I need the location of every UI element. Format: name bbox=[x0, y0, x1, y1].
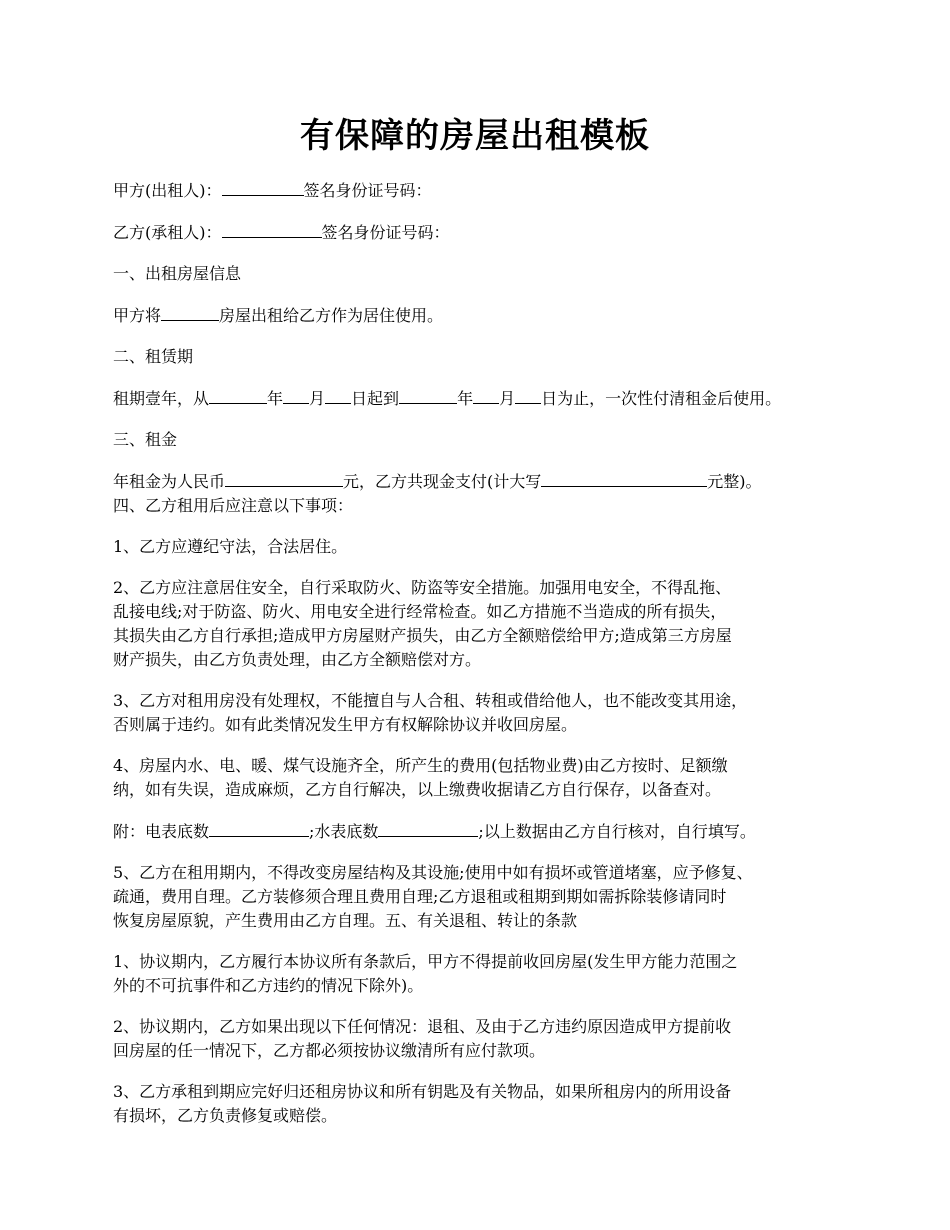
item-5 bbox=[113, 861, 853, 933]
section1-heading: 一、出租房屋信息 bbox=[113, 264, 242, 283]
item-2 bbox=[113, 576, 853, 672]
item-1: 1、乙方应遵纪守法，合法居住。 bbox=[113, 537, 348, 556]
item-5-line: 5、乙方在租用期内，不得改变房屋结构及其设施;使用中如有损坏或管道堵塞，应予修复、 bbox=[113, 863, 753, 882]
lease-part7: 日为止，一次性付清租金后使用。 bbox=[541, 389, 782, 408]
party-a-blank bbox=[222, 178, 304, 196]
end-year-blank bbox=[399, 386, 457, 404]
item-4-line: 纳，如有失误，造成麻烦，乙方自行解决，以上缴费收据请乙方自行保存，以备查对。 bbox=[113, 780, 722, 799]
party-b-suffix: 签名身份证号码： bbox=[321, 223, 450, 242]
section4-heading: 四、乙方租用后应注意以下事项： bbox=[113, 496, 354, 515]
rent-capital-blank bbox=[541, 469, 707, 487]
electricity-meter-blank bbox=[209, 819, 309, 837]
end-day-blank bbox=[515, 386, 541, 404]
water-meter-blank bbox=[378, 819, 478, 837]
appendix-part3: ;以上数据由乙方自行核对，自行填写。 bbox=[478, 822, 756, 841]
appendix-part1: 附：电表底数 bbox=[113, 822, 210, 841]
section5-item-3 bbox=[113, 1080, 853, 1128]
item-2-line: 财产损失，由乙方负责处理，由乙方全额赔偿对方。 bbox=[113, 650, 482, 669]
section2-heading: 二、租赁期 bbox=[113, 347, 194, 366]
start-month-blank bbox=[283, 386, 309, 404]
start-day-blank bbox=[325, 386, 351, 404]
rent-amount-blank bbox=[225, 469, 343, 487]
section5-item-2-line: 回房屋的任一情况下，乙方都必须按协议缴清所有应付款项。 bbox=[113, 1041, 546, 1060]
section5-item-2-line: 2、协议期内，乙方如果出现以下任何情况：退租、及由于乙方违约原因造成甲方提前收 bbox=[113, 1017, 732, 1036]
end-month-blank bbox=[473, 386, 499, 404]
section3-heading: 三、租金 bbox=[113, 430, 178, 449]
lease-part4: 日起到 bbox=[351, 389, 400, 408]
lease-part2: 年 bbox=[267, 389, 284, 408]
section1-suffix: 房屋出租给乙方作为居住使用。 bbox=[219, 306, 444, 325]
section1-text bbox=[113, 303, 853, 328]
item-2-line: 2、乙方应注意居住安全，自行采取防火、防盗等安全措施。加强用电安全，不得乱拖、 bbox=[113, 578, 732, 597]
item-3-line: 否则属于违约。如有此类情况发生甲方有权解除协议并收回房屋。 bbox=[113, 715, 578, 734]
party-b-prefix: 乙方(承租人)： bbox=[113, 223, 222, 242]
document-body bbox=[113, 178, 853, 1145]
lease-part1: 租期壹年，从 bbox=[113, 389, 210, 408]
appendix-line bbox=[113, 819, 853, 844]
rent-part1: 年租金为人民币 bbox=[113, 472, 226, 491]
appendix-part2: ;水表底数 bbox=[309, 822, 379, 841]
section2-text bbox=[113, 386, 853, 411]
party-a-prefix: 甲方(出租人)： bbox=[113, 181, 222, 200]
party-b-line bbox=[113, 220, 853, 245]
house-address-blank bbox=[161, 303, 219, 321]
item-3 bbox=[113, 689, 853, 737]
section5-item-3-line: 有损坏，乙方负责修复或赔偿。 bbox=[113, 1106, 338, 1125]
item-4-line: 4、房屋内水、电、暖、煤气设施齐全，所产生的费用(包括物业费)由乙方按时、足额缴 bbox=[113, 756, 728, 775]
item-5-line: 恢复房屋原貌，产生费用由乙方自理。五、有关退租、转让的条款 bbox=[113, 911, 578, 930]
start-year-blank bbox=[209, 386, 267, 404]
section5-item-2 bbox=[113, 1015, 853, 1063]
item-2-line: 其损失由乙方自行承担;造成甲方房屋财产损失，由乙方全额赔偿给甲方;造成第三方房屋 bbox=[113, 626, 732, 645]
lease-part3: 月 bbox=[309, 389, 326, 408]
party-a-suffix: 签名身份证号码： bbox=[303, 181, 432, 200]
section5-item-3-line: 3、乙方承租到期应完好归还租房协议和所有钥匙及有关物品，如果所租房内的所用设备 bbox=[113, 1082, 732, 1101]
section5-item-1-line: 外的不可抗事件和乙方违约的情况下除外)。 bbox=[113, 976, 424, 995]
lease-part6: 月 bbox=[499, 389, 516, 408]
party-a-line bbox=[113, 178, 853, 203]
item-2-line: 乱接电线;对于防盗、防火、用电安全进行经常检查。如乙方措施不当造成的所有损失， bbox=[113, 602, 727, 621]
item-4 bbox=[113, 754, 853, 802]
section5-item-1 bbox=[113, 950, 853, 998]
document-title: 有保障的房屋出租模板 bbox=[300, 116, 650, 156]
rent-part3: 元整)。 bbox=[707, 472, 762, 491]
section1-prefix: 甲方将 bbox=[113, 306, 162, 325]
item-3-line: 3、乙方对租用房没有处理权，不能擅自与人合租、转租或借给他人，也不能改变其用途， bbox=[113, 691, 748, 710]
item-5-line: 疏通，费用自理。乙方装修须合理且费用自理;乙方退租或租期到期如需拆除装修请同时 bbox=[113, 887, 727, 906]
rent-part2: 元，乙方共现金支付(计大写 bbox=[343, 472, 542, 491]
lease-part5: 年 bbox=[457, 389, 474, 408]
section3-text bbox=[113, 469, 853, 494]
party-b-blank bbox=[222, 220, 322, 238]
section5-item-1-line: 1、协议期内，乙方履行本协议所有条款后，甲方不得提前收回房屋(发生甲方能力范围之 bbox=[113, 952, 738, 971]
